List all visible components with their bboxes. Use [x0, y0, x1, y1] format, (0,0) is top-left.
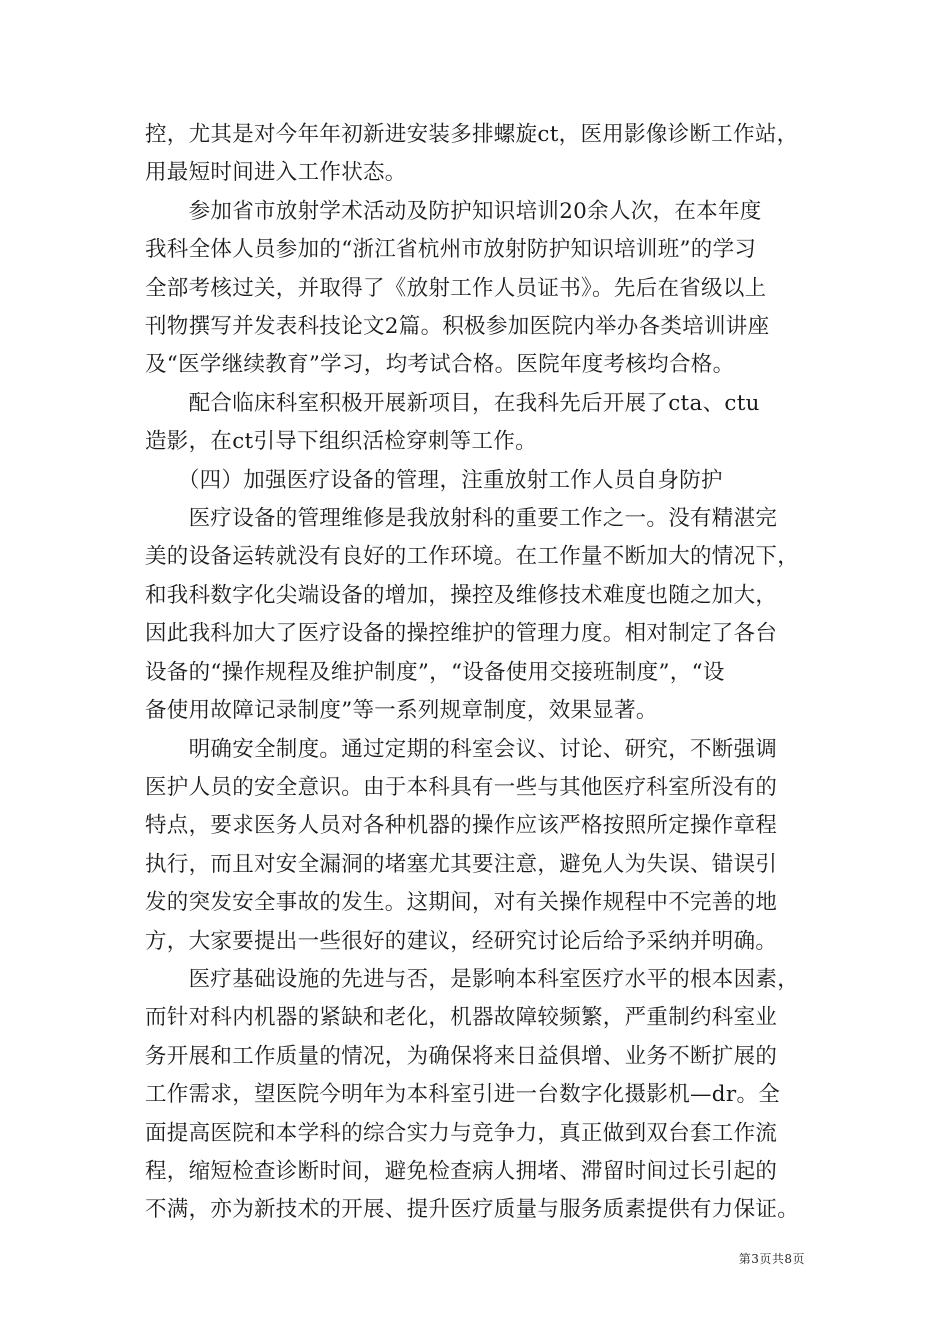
- text-line: 刊物撰写并发表科技论文2篇。积极参加医院内举办各类培训讲座: [145, 314, 770, 340]
- text-line: 造影，在ct引导下组织活检穿刺等工作。: [145, 429, 537, 455]
- text-line: 医疗基础设施的先进与否，是影响本科室医疗水平的根本因素，: [145, 966, 800, 992]
- paragraph-6: [145, 961, 815, 1230]
- text-line: （四）加强医疗设备的管理，注重放射工作人员自身防护: [145, 467, 723, 493]
- text-line: 控，尤其是对今年年初新进安装多排螺旋ct，医用影像诊断工作站，: [145, 122, 799, 147]
- text-line: 备使用故障记录制度”等一系列规章制度，效果显著。: [145, 698, 658, 724]
- text-line: 发的突发安全事故的发生。这期间，对有关操作规程中不完善的地: [145, 890, 778, 916]
- text-line: 面提高医院和本学科的综合实力与竞争力，真正做到双台套工作流: [145, 1120, 778, 1146]
- text-line: 和我科数字化尖端设备的增加，操控及维修技术难度也随之加大，: [145, 582, 778, 608]
- text-line: 用最短时间进入工作状态。: [145, 160, 407, 186]
- text-line: 方，大家要提出一些很好的建议，经研究讨论后给予采纳并明确。: [145, 928, 778, 954]
- text-line: 明确安全制度。通过定期的科室会议、讨论、研究，不断强调: [145, 736, 778, 762]
- text-line: 及“医学继续教育”学习，均考试合格。医院年度考核均合格。: [145, 352, 735, 378]
- text-line: 医疗设备的管理维修是我放射科的重要工作之一。没有精湛完: [145, 506, 778, 532]
- text-line: 医护人员的安全意识。由于本科具有一些与其他医疗科室所没有的: [145, 774, 778, 800]
- paragraph-3: [145, 385, 815, 462]
- paragraph-5: [145, 731, 815, 961]
- text-line: 参加省市放射学术活动及防护知识培训20余人次，在本年度: [145, 198, 762, 224]
- text-line: 设备的“操作规程及维护制度”，“设备使用交接班制度”，“设: [145, 659, 725, 685]
- text-line: 特点，要求医务人员对各种机器的操作应该严格按照所定操作章程: [145, 813, 778, 839]
- text-line: 因此我科加大了医疗设备的操控维护的管理力度。相对制定了各台: [145, 621, 778, 647]
- paragraph-2: [145, 193, 815, 385]
- paragraph-1: [145, 116, 815, 193]
- text-line: 全部考核过关，并取得了《放射工作人员证书》。先后在省级以上: [145, 275, 767, 301]
- text-line: 美的设备运转就没有良好的工作环境。在工作量不断加大的情况下，: [145, 544, 800, 570]
- text-line: 而针对科内机器的紧缺和老化，机器故障较频繁，严重制约科室业: [145, 1005, 778, 1031]
- text-line: 务开展和工作质量的情况，为确保将来日益俱增、业务不断扩展的: [145, 1043, 778, 1069]
- text-line: 执行，而且对安全漏洞的堵塞尤其要注意，避免人为失误、错误引: [145, 851, 778, 877]
- text-line: 配合临床科室积极开展新项目，在我科先后开展了cta、ctu: [145, 390, 760, 416]
- paragraph-4: [145, 500, 815, 730]
- section-heading: [145, 462, 815, 500]
- document-body: [145, 116, 815, 1230]
- text-line: 工作需求，望医院今明年为本科室引进一台数字化摄影机—dr。全: [145, 1082, 781, 1108]
- text-line: 程，缩短检查诊断时间，避免检查病人拥堵、滞留时间过长引起的: [145, 1158, 778, 1184]
- text-line: 我科全体人员参加的“浙江省杭州市放射防护知识培训班”的学习: [145, 237, 757, 263]
- text-line: 不满，亦为新技术的开展、提升医疗质量与服务质素提供有力保证。: [145, 1197, 800, 1223]
- page-number: 第3页共8页: [738, 1252, 805, 1266]
